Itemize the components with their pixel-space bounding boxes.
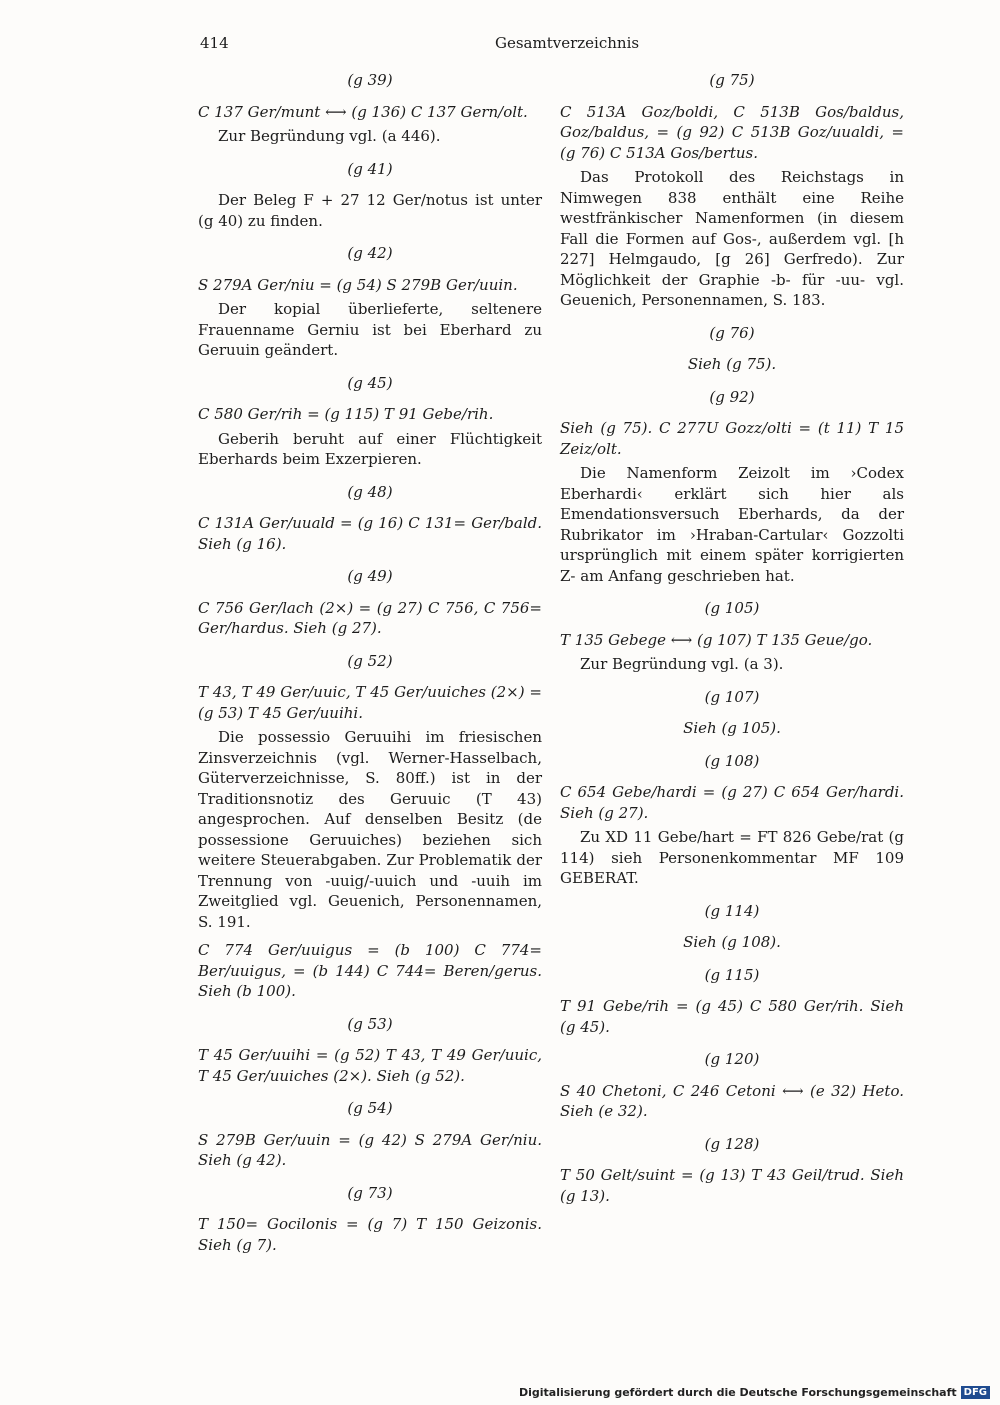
entry bbox=[560, 687, 904, 739]
entry-reference: T 135 Gebege ⟷ (g 107) T 135 Geue/go. bbox=[560, 630, 873, 649]
entry-commentary: Die possessio Geruuihi im friesischen Zinsverzeichnis (vgl. Werner-Hasselbach, Güterverzeichnisse, S. 80ff.) ist in der Traditionsnotiz des Geruuic (T 43) angesprochen. Auf denselben Besitz (de possessione Geruuiches) beziehen sich weitere Steuerabgaben. Zur Problematik der Trennung von -uuig/-uuich und -uuih im Zweitglied vgl. Geuenich, Personennamen, S. 191. bbox=[198, 728, 542, 931]
entry-heading: (g 42) bbox=[347, 244, 393, 262]
entry-heading: (g 49) bbox=[347, 567, 393, 585]
entry-reference: C 654 Gebe/hardi = (g 27) C 654 Ger/hardi. Sieh (g 27). bbox=[560, 783, 904, 822]
entry-reference: C 131A Ger/uuald = (g 16) C 131= Ger/bald. Sieh (g 16). bbox=[198, 514, 542, 553]
footer-text: Digitalisierung gefördert durch die Deutsche Forschungsgemeinschaft bbox=[518, 1386, 957, 1399]
entry bbox=[198, 373, 542, 470]
entry-reference: T 50 Gelt/suint = (g 13) T 43 Geil/trud. Sieh (g 13). bbox=[560, 1166, 904, 1205]
entry bbox=[560, 1049, 904, 1122]
entry-reference: S 279B Ger/uuin = (g 42) S 279A Ger/niu. Sieh (g 42). bbox=[198, 1130, 542, 1169]
entry bbox=[198, 159, 542, 232]
entry-heading: (g 107) bbox=[704, 687, 760, 706]
entry-heading: (g 108) bbox=[704, 751, 760, 770]
entry-heading: (g 52) bbox=[347, 651, 393, 670]
page-number: 414 bbox=[200, 34, 229, 52]
entry bbox=[198, 651, 542, 1002]
entry-reference: T 91 Gebe/rih = (g 45) C 580 Ger/rih. Sieh (g 45). bbox=[560, 997, 904, 1036]
entry-heading: (g 73) bbox=[347, 1183, 393, 1202]
entry bbox=[198, 566, 542, 639]
entry-reference: C 580 Ger/rih = (g 115) T 91 Gebe/rih. bbox=[198, 405, 494, 423]
entry-commentary: Die Namenform Zeizolt im ›Codex Eberhardi‹ erklärt sich hier als Emendationsversuch Eberhards, da der Rubrikator im ›Hraban-Cartular‹ Gozzolti ursprünglich mit einem später korrigierten Z- am Anfang geschrieben hat. bbox=[560, 464, 904, 585]
entry-heading: (g 45) bbox=[347, 373, 393, 392]
entry-heading: (g 48) bbox=[347, 482, 393, 501]
left-column bbox=[198, 70, 542, 1267]
entry-heading: (g 54) bbox=[347, 1099, 393, 1117]
entry-commentary: Der kopial überlieferte, seltenere Frauenname Gerniu ist bei Eberhard zu Geruuin geändert. bbox=[198, 300, 542, 359]
entry-commentary: Der Beleg F + 27 12 Ger/notus ist unter (g 40) zu finden. bbox=[198, 191, 542, 230]
entry bbox=[560, 901, 904, 953]
entry-reference: S 40 Chetoni, C 246 Cetoni ⟷ (e 32) Heto. Sieh (e 32). bbox=[560, 1081, 904, 1120]
entry-commentary: Geberih beruht auf einer Flüchtigkeit Eberhards beim Exzerpieren. bbox=[198, 429, 542, 468]
entry-commentary: Das Protokoll des Reichstags in Nimwegen 838 enthält eine Reihe westfränkischer Namenformen (in diesem Fall die Formen auf Gos-, außerdem vgl. [h 227] Helmgaudo, [g 26] Gerfredo). Zur Möglichkeit der Graphie -b- für -uu- vgl. Geuenich, Personennamen, S. 183. bbox=[560, 168, 904, 309]
entry-reference: S 279A Ger/niu = (g 54) S 279B Ger/uuin. bbox=[198, 275, 518, 294]
entry bbox=[198, 1098, 542, 1171]
entry bbox=[198, 70, 542, 147]
entry bbox=[560, 387, 904, 587]
right-column bbox=[560, 70, 904, 1218]
entry bbox=[560, 70, 904, 311]
entry bbox=[560, 323, 904, 375]
entry-reference: Sieh (g 105). bbox=[683, 719, 781, 737]
entry-heading: (g 41) bbox=[347, 159, 393, 178]
entry-heading: (g 76) bbox=[709, 323, 755, 342]
footer bbox=[519, 1386, 990, 1399]
entry bbox=[198, 243, 542, 361]
entry bbox=[560, 965, 904, 1038]
entry-reference: Sieh (g 108). bbox=[683, 933, 781, 951]
entry-reference: C 137 Ger/munt ⟷ (g 136) C 137 Gern/olt. bbox=[198, 102, 528, 121]
entry-reference: Sieh (g 75). C 277U Gozz/olti = (t 11) T 15 Zeiz/olt. bbox=[560, 419, 904, 458]
entry-heading: (g 105) bbox=[704, 599, 760, 617]
entry-heading: (g 39) bbox=[347, 71, 393, 89]
entry bbox=[198, 1014, 542, 1087]
entry-heading: (g 92) bbox=[709, 387, 755, 406]
entry-reference: C 513A Goz/boldi, C 513B Gos/baldus, Goz/baldus, = (g 92) C 513B Goz/uualdi, = (g 76) C 513A Gos/bertus. bbox=[560, 102, 904, 162]
entry-reference: C 756 Ger/lach (2×) = (g 27) C 756, C 756= Ger/hardus. Sieh (g 27). bbox=[198, 598, 542, 637]
entry bbox=[560, 598, 904, 675]
entry-heading: (g 120) bbox=[704, 1050, 760, 1068]
entry-heading: (g 53) bbox=[347, 1014, 393, 1033]
dfg-logo: DFG bbox=[961, 1386, 990, 1399]
entry bbox=[198, 1183, 542, 1256]
entry-commentary: Zur Begründung vgl. (a 3). bbox=[580, 655, 784, 673]
entry bbox=[560, 751, 904, 889]
entry-reference: T 150= Gocilonis = (g 7) T 150 Geizonis. Sieh (g 7). bbox=[198, 1215, 542, 1254]
entry-commentary: Zur Begründung vgl. (a 446). bbox=[218, 127, 441, 145]
entry-commentary: Zu XD 11 Gebe/hart = FT 826 Gebe/rat (g 114) sieh Personenkommentar MF 109 GEBERAT. bbox=[560, 828, 904, 887]
entry-heading: (g 128) bbox=[704, 1134, 760, 1153]
entry-reference: C 774 Ger/uuigus = (b 100) C 774= Ber/uuigus, = (b 144) C 744= Beren/gerus. Sieh (b 100). bbox=[198, 941, 542, 1000]
entry-reference: T 43, T 49 Ger/uuic, T 45 Ger/uuiches (2×) = (g 53) T 45 Ger/uuihi. bbox=[198, 683, 542, 722]
entry-heading: (g 114) bbox=[704, 901, 760, 920]
entry-heading: (g 115) bbox=[704, 965, 760, 984]
entry-reference: Sieh (g 75). bbox=[687, 355, 777, 373]
entry bbox=[560, 1134, 904, 1207]
running-title: Gesamtverzeichnis bbox=[495, 34, 640, 52]
entry-heading: (g 75) bbox=[709, 71, 755, 89]
entry-reference: T 45 Ger/uuihi = (g 52) T 43, T 49 Ger/uuic, T 45 Ger/uuiches (2×). Sieh (g 52). bbox=[198, 1046, 542, 1085]
entry bbox=[198, 482, 542, 555]
